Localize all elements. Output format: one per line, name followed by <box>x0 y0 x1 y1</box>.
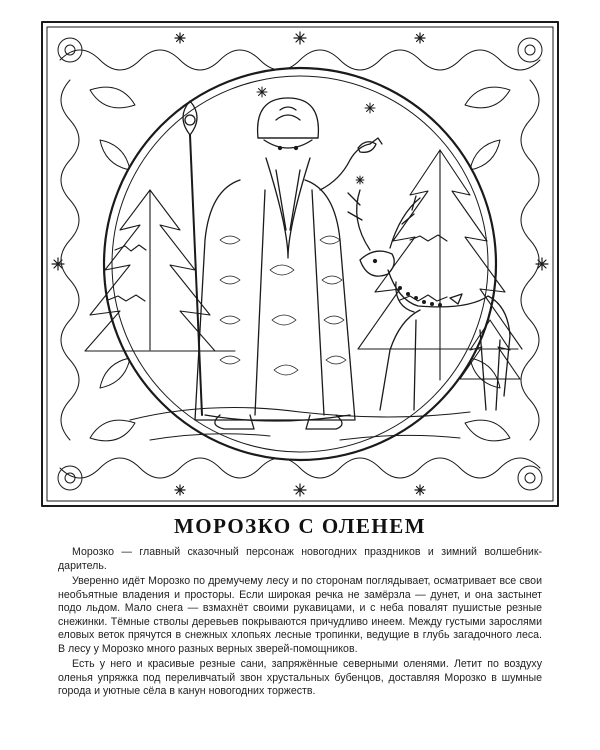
paragraph: Есть у него и красивые резные сани, запряжённые северными оленями. Летит по воздуху оленья упряжка под переливчатый звон хрустальных бубенцов, доставляя Морозко в шумные города и уютные сёла в канун новогодних торжеств. <box>58 658 542 697</box>
medallion-scene <box>85 68 522 460</box>
story-text <box>58 546 542 701</box>
page-title: МОРОЗКО С ОЛЕНЕМ <box>173 514 427 538</box>
paragraph: Уверенно идёт Морозко по дремучему лесу и по сторонам поглядывает, осматривает все свои необъятные владения и просторы. Если широкая речка не замёрзла — дунет, и она застынет подо льдом. Мало снега — взмахнёт своими рукавицами, и с неба повалят пушистые резные снежинки. Тёмные стволы деревьев покрываются причудливо инеем. Между густыми зарослями еловых веток прячутся в снежных хлопьях лесные тропинки, ведущие в глубь загадочного леса. В лесу у Морозко много разных верных зверей-помощников. <box>58 575 542 655</box>
coloring-illustration <box>40 20 560 508</box>
paragraph: Морозко — главный сказочный персонаж новогодних праздников и зимний волшебник-даритель. <box>58 546 542 572</box>
